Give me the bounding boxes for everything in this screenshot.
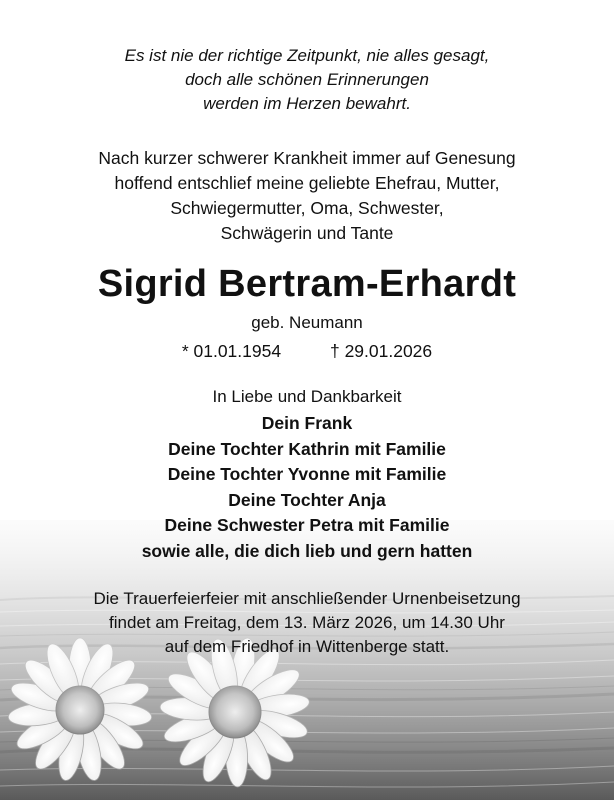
service-line: auf dem Friedhof in Wittenberge statt.: [164, 637, 450, 656]
motto-verse: [0, 44, 614, 116]
service-line: Die Trauerfeierfeier mit anschließender Urnenbeisetzung: [93, 589, 521, 608]
life-dates: [0, 340, 614, 362]
thanks-line: In Liebe und Dankbarkeit: [212, 387, 402, 406]
mourner: Deine Tochter Yvonne mit Familie: [167, 464, 447, 485]
intro-line: Schwägerin und Tante: [220, 223, 394, 243]
maiden-name: geb. Neumann: [251, 313, 363, 332]
mourner: sowie alle, die dich lieb und gern hatten: [141, 540, 473, 561]
birth-date: * 01.01.1954: [181, 341, 282, 361]
mourner: Deine Tochter Kathrin mit Familie: [168, 438, 446, 459]
funeral-service-info: [0, 587, 614, 659]
motto-line: werden im Herzen bewahrt.: [203, 94, 411, 113]
mourner: Dein Frank: [261, 413, 353, 433]
motto-line: doch alle schönen Erinnerungen: [185, 70, 429, 89]
mourner: Deine Schwester Petra mit Familie: [164, 515, 450, 536]
service-line: findet am Freitag, dem 13. März 2026, um 14.30 Uhr: [109, 613, 505, 632]
death-date: † 29.01.2026: [329, 341, 433, 361]
deceased-name: Sigrid Bertram-Erhardt: [97, 263, 517, 305]
intro-line: hoffend entschlief meine geliebte Ehefrau, Mutter,: [114, 173, 500, 193]
mourner: Deine Tochter Anja: [228, 489, 386, 510]
mourners-list: [0, 411, 614, 565]
intro-line: Schwiegermutter, Oma, Schwester,: [170, 198, 444, 218]
intro-text: [0, 146, 614, 246]
intro-line: Nach kurzer schwerer Krankheit immer auf Genesung: [98, 148, 516, 168]
motto-line: Es ist nie der richtige Zeitpunkt, nie alles gesagt,: [124, 46, 490, 65]
